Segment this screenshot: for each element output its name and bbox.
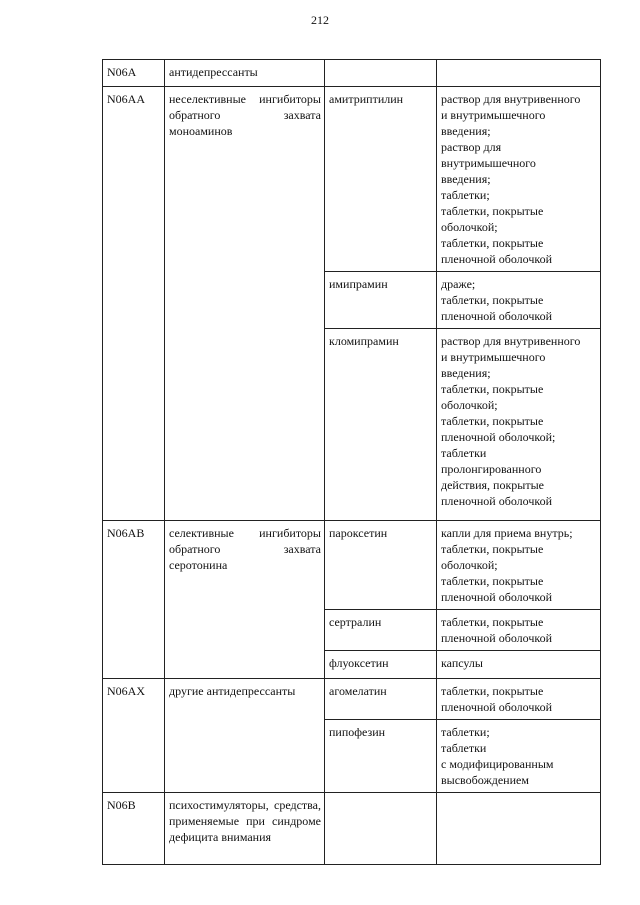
drug-name: флуоксетин [325, 651, 437, 679]
dosage-form-line: капли для приема внутрь; [441, 526, 573, 540]
dosage-form-line: раствор для [441, 140, 502, 154]
dosage-form-line: с модифицированным [441, 757, 554, 771]
dosage-form-line: капсулы [441, 656, 483, 670]
dosage-form-line: пленочной оболочкой; [441, 430, 556, 444]
dosage-form-line: и внутримышечного [441, 108, 546, 122]
dosage-forms [437, 521, 601, 610]
dosage-form-line: введения; [441, 172, 491, 186]
dosage-forms [437, 610, 601, 651]
dosage-form-line: пленочной оболочкой [441, 631, 553, 645]
dosage-form-line: таблетки, покрытые [441, 684, 544, 698]
drug-name: имипрамин [325, 272, 437, 329]
dosage-forms [437, 720, 601, 793]
pharmacological-group: психостимуляторы, средства, применяемые при синдроме дефицита внимания [165, 793, 325, 865]
dosage-forms [437, 329, 601, 521]
dosage-form-line: таблетки, покрытые [441, 204, 544, 218]
drug-name: кломипрамин [325, 329, 437, 521]
dosage-form-line: таблетки, покрытые [441, 574, 544, 588]
dosage-form-line: оболочкой; [441, 398, 498, 412]
dosage-form-line: внутримышечного [441, 156, 536, 170]
pharmacological-group: неселективные ингибиторы обратного захвата моноаминов [165, 87, 325, 521]
dosage-forms [437, 793, 601, 865]
dosage-forms [437, 651, 601, 679]
dosage-form-line: оболочкой; [441, 220, 498, 234]
dosage-form-line: введения; [441, 124, 491, 138]
dosage-form-line: пленочной оболочкой [441, 494, 553, 508]
dosage-form-line: таблетки, покрытые [441, 236, 544, 250]
table-row [103, 87, 601, 272]
table-row [103, 521, 601, 610]
dosage-form-line: таблетки, покрытые [441, 414, 544, 428]
atc-code: N06AB [103, 521, 165, 679]
drug-name: сертралин [325, 610, 437, 651]
dosage-form-line: и внутримышечного [441, 350, 546, 364]
dosage-form-line: драже; [441, 277, 476, 291]
dosage-form-line: таблетки; [441, 725, 490, 739]
atc-code: N06AA [103, 87, 165, 521]
dosage-form-line: таблетки [441, 446, 487, 460]
dosage-form-line: пленочной оболочкой [441, 252, 553, 266]
drug-name [325, 60, 437, 87]
drug-name: агомелатин [325, 679, 437, 720]
dosage-form-line: таблетки, покрытые [441, 542, 544, 556]
table-row [103, 793, 601, 865]
drug-name [325, 793, 437, 865]
dosage-forms [437, 272, 601, 329]
drug-classification-table [102, 59, 601, 865]
pharmacological-group: селективные ингибиторы обратного захвата серотонина [165, 521, 325, 679]
dosage-form-line: введения; [441, 366, 491, 380]
dosage-form-line: раствор для внутривенного [441, 334, 581, 348]
dosage-form-line: пленочной оболочкой [441, 700, 553, 714]
dosage-form-line: высвобождением [441, 773, 529, 787]
dosage-form-line: таблетки [441, 741, 487, 755]
atc-code: N06AX [103, 679, 165, 793]
atc-code: N06A [103, 60, 165, 87]
dosage-form-line: действия, покрытые [441, 478, 544, 492]
dosage-forms [437, 60, 601, 87]
dosage-form-line: оболочкой; [441, 558, 498, 572]
dosage-forms [437, 679, 601, 720]
drug-name: пароксетин [325, 521, 437, 610]
dosage-form-line: таблетки, покрытые [441, 293, 544, 307]
pharmacological-group: другие антидепрессанты [165, 679, 325, 793]
dosage-form-line: таблетки, покрытые [441, 382, 544, 396]
table-row [103, 679, 601, 720]
dosage-form-line: пленочной оболочкой [441, 309, 553, 323]
atc-code: N06B [103, 793, 165, 865]
dosage-form-line: пролонгированного [441, 462, 542, 476]
dosage-form-line: таблетки, покрытые [441, 615, 544, 629]
dosage-form-line: раствор для внутривенного [441, 92, 581, 106]
drug-name: амитриптилин [325, 87, 437, 272]
pharmacological-group: антидепрессанты [165, 60, 325, 87]
table-row [103, 60, 601, 87]
dosage-form-line: таблетки; [441, 188, 490, 202]
drug-name: пипофезин [325, 720, 437, 793]
dosage-forms [437, 87, 601, 272]
page-number: 212 [311, 13, 329, 27]
dosage-form-line: пленочной оболочкой [441, 590, 553, 604]
